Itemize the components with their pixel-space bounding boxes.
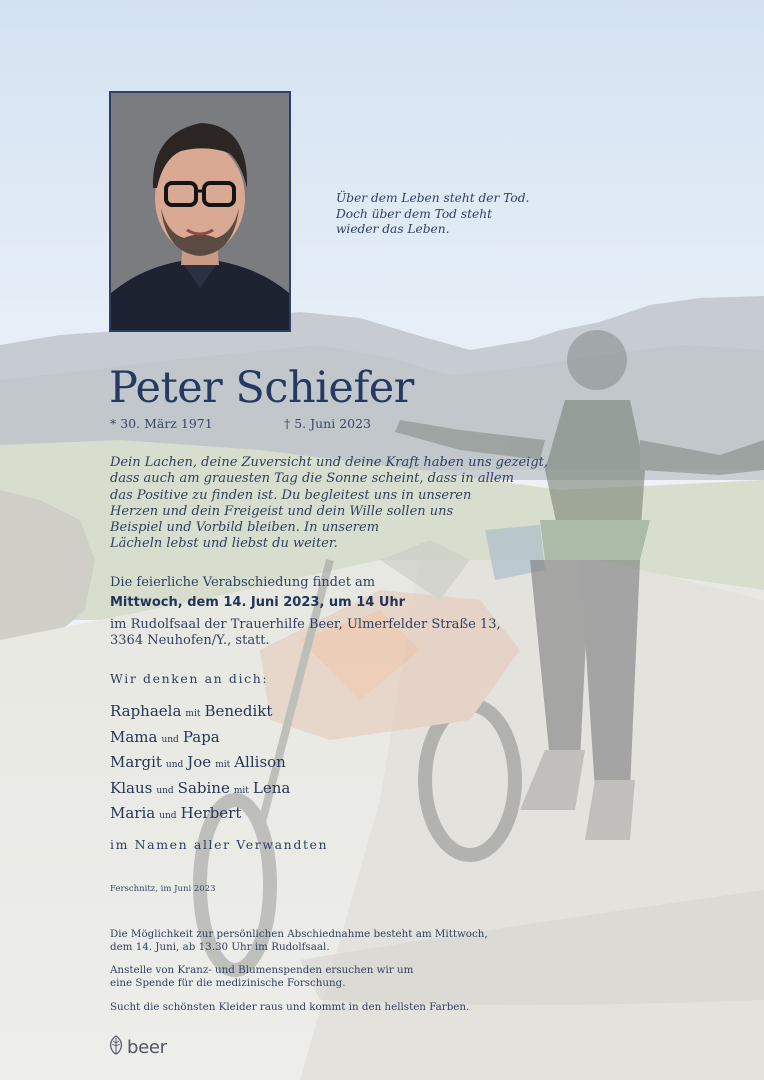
beer-leaf-logo-icon xyxy=(108,1035,124,1059)
family-name: Lena xyxy=(252,778,291,797)
tribute-line: Herzen und dein Freigeist und dein Wille sollen uns xyxy=(110,503,454,519)
birth-date: * 30. März 1971 xyxy=(110,416,213,431)
family-name: Papa xyxy=(182,727,220,746)
family-name: Sabine xyxy=(177,778,230,797)
ceremony-address: 3364 Neuhofen/Y., statt. xyxy=(110,632,270,648)
ceremony-datetime: Mittwoch, dem 14. Juni 2023, um 14 Uhr xyxy=(110,595,406,611)
family-name: Klaus xyxy=(110,778,153,797)
we-think-heading: Wir denken an dich: xyxy=(110,671,269,686)
motto xyxy=(336,191,529,238)
family-connector: mit xyxy=(215,760,231,770)
motto-line: Über dem Leben steht der Tod. xyxy=(336,191,530,205)
family-name: Allison xyxy=(234,753,286,771)
donation-note: eine Spende für die medizinische Forschung. xyxy=(110,977,346,990)
portrait-photo xyxy=(109,91,291,332)
tribute-line: Dein Lachen, deine Zuversicht und deine Kraft haben uns gezeigt, xyxy=(110,455,549,470)
logo-text: beer xyxy=(127,1036,167,1058)
family-connector: und xyxy=(156,785,174,796)
family-row xyxy=(110,803,290,829)
family-name: Raphaela xyxy=(110,702,182,720)
death-date: † 5. Juni 2023 xyxy=(284,416,372,431)
tribute-line: dass auch am grauesten Tag die Sonne scheint, dass in allem xyxy=(110,471,514,487)
relatives-line: im Namen aller Verwandten xyxy=(110,837,329,852)
motto-line: wieder das Leben. xyxy=(336,222,450,236)
family-row xyxy=(110,727,290,753)
place-date: Ferschnitz, im Juni 2023 xyxy=(110,884,216,894)
family-row xyxy=(110,701,290,727)
family-name: Maria xyxy=(110,804,156,822)
tribute-text xyxy=(110,455,548,553)
family-connector: mit xyxy=(233,785,249,796)
family-name: Benedikt xyxy=(204,702,273,720)
tribute-line: das Positive zu finden ist. Du begleitest uns in unseren xyxy=(110,487,472,503)
farewell-note: Die Möglichkeit zur persönlichen Abschiednahme besteht am Mittwoch, xyxy=(110,928,488,940)
ceremony-info xyxy=(110,575,501,649)
tribute-line: Beispiel und Vorbild bleiben. In unserem xyxy=(110,520,380,536)
motto-line: Doch über dem Tod steht xyxy=(336,206,492,221)
family-name: Herbert xyxy=(180,804,242,822)
ceremony-intro: Die feierliche Verabschiedung findet am xyxy=(110,575,376,590)
family-name: Joe xyxy=(187,753,212,771)
notes xyxy=(110,928,488,1014)
family-connector: und xyxy=(161,734,179,745)
family-list xyxy=(110,701,290,829)
dress-note: Sucht die schönsten Kleider raus und kommt in den hellsten Farben. xyxy=(110,1000,470,1013)
family-row xyxy=(110,752,290,778)
family-connector: und xyxy=(159,811,177,821)
beer-logo xyxy=(108,1035,167,1059)
farewell-note: dem 14. Juni, ab 13.30 Uhr im Rudolfsaal. xyxy=(110,940,330,953)
tribute-line: Lächeln lebst und liebst du weiter. xyxy=(110,536,338,552)
family-row xyxy=(110,778,290,804)
family-name: Mama xyxy=(110,727,158,746)
donation-note: Anstelle von Kranz- und Blumenspenden ersuchen wir um xyxy=(110,964,414,977)
family-connector: mit xyxy=(185,709,201,719)
deceased-name: Peter Schiefer xyxy=(109,363,414,413)
ceremony-location: im Rudolfsaal der Trauerhilfe Beer, Ulmerfelder Straße 13, xyxy=(110,616,501,632)
family-name: Margit xyxy=(110,753,162,771)
family-connector: und xyxy=(165,760,184,770)
